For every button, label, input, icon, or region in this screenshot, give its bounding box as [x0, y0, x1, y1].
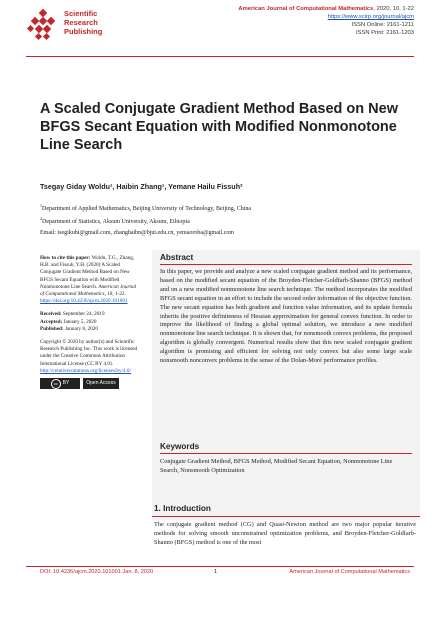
page-number: 1 — [214, 569, 218, 575]
footer-divider — [26, 566, 414, 567]
doi-link[interactable]: https://doi.org/10.4236/ajcm.2020.101001 — [40, 298, 128, 305]
affiliation-2: $^2$Department of Statistics, Aksum University, Aksum, Ethiopia — [40, 216, 190, 225]
scirp-logo-icon — [26, 8, 62, 44]
copyright-block: Copyright © 2020 by author(s) and Scientific Research Publishing Inc. This work is licensed under the Creative Commons Attribution International License (CC BY 4.0). http://creativecommons.org/licenses/by/4.0/ — [40, 339, 138, 374]
footer-journal: American Journal of Computational Mathematics — [289, 569, 410, 575]
cc-by-badge[interactable]: cc BY — [40, 378, 80, 389]
intro-divider — [152, 516, 420, 517]
journal-url-link[interactable]: https://www.scirp.org/journal/ajcm — [327, 14, 414, 20]
license-badges — [40, 378, 140, 389]
journal-info: American Journal of Computational Mathematics, 2020, 10, 1-22 https://www.scirp.org/journal/ajcm ISSN Online: 2161-1211 ISSN Print: 2161-1203 — [194, 5, 414, 37]
issn-print: ISSN Print: 2161-1203 — [355, 30, 414, 36]
license-link[interactable]: http://creativecommons.org/licenses/by/4.0/ — [40, 367, 131, 374]
publisher-name: Scientific Research Publishing — [64, 9, 103, 36]
article-sidebar — [40, 255, 140, 389]
citation-block: How to cite this paper: Woldu, T.G., Zhang, H.B. and Fissuh, Y.H. (2020) A Scaled Conjugate Gradient Method Based on New BFGS Secant Equation with Modified Nonmonotone Line Search. American Journal of Computational Mathematics, 10, 1-22. https://doi.org/10.4236/ajcm.2020.101001 — [40, 255, 137, 305]
abstract-divider — [160, 264, 412, 265]
footer-doi: DOI: 10.4236/ajcm.2020.101001 Jan. 8, 2020 — [40, 569, 154, 575]
author-list: Tsegay Giday Woldu¹, Haibin Zhang¹, Yemane Hailu Fissuh² — [40, 182, 243, 191]
open-access-badge[interactable]: Open Access — [83, 378, 119, 389]
keywords-heading: Keywords — [160, 442, 200, 451]
keywords-divider — [160, 453, 412, 454]
intro-text: The conjugate gradient method (CG) and Quasi-Newton method are two major popular iterative methods for solving smooth unconstrained optimization problems, and Broyden-Fletcher-Goldfarb-Shanno (BFGS) method is one of the most — [154, 521, 416, 546]
issn-online: ISSN Online: 2161-1211 — [351, 22, 414, 28]
affiliations — [40, 201, 410, 238]
paper-title: A Scaled Conjugate Gradient Method Based on New BFGS Secant Equation with Modified Nonmonotone Line Search — [40, 101, 398, 153]
cc-icon: cc — [51, 379, 61, 389]
email-line: Email: tsegikubi@gmail.com, zhanghaibn@bjut.edu.cn, yemaoroba@gmail.com — [40, 230, 235, 236]
header-divider — [26, 56, 414, 57]
keywords-text: Conjugate Gradient Method, BFGS Method, Modified Secant Equation, Nonmonotone Line Search, Nonsmooth Optimization — [160, 458, 393, 474]
abstract-heading: Abstract — [160, 253, 194, 262]
abstract-text: In this paper, we provide and analyze a new scaled conjugate gradient method and its performance, based on the modified secant equation of the Broyden-Fletcher-Goldfarb-Shanno (BFGS) method and on a new modified nonmonotone line search technique. The method incorporates the modified BFGS secant equation in an effort to include the second order information of the objective function. The new secant equation has both gradient and function value information, and its update formula inherits the positive definiteness of Hessian approximation for general convex function. In order to improve the likelihood of finding a global optimal solution, we introduce a new modified nonmonotone line search technique. It is shown that, for nonsmooth convex problems, the proposed algorithm is globally convergent. Numerical results show that this new scaled conjugate gradient algorithm is promising and efficient for solving not only convex but also some large scale nonsmooth nonconvex problems in the sense of the Dolan-Moré performance profiles. — [160, 268, 412, 365]
section-heading-introduction: 1. Introduction — [154, 504, 211, 513]
affiliation-1: $^1$Department of Applied Mathematics, Beijing University of Technology, Beijing, China — [40, 203, 252, 212]
dates-block: Received: September 24, 2019 Accepted: January 5, 2020 Published: January 8, 2020 — [40, 311, 105, 332]
journal-name: American Journal of Computational Mathematics — [238, 6, 374, 12]
